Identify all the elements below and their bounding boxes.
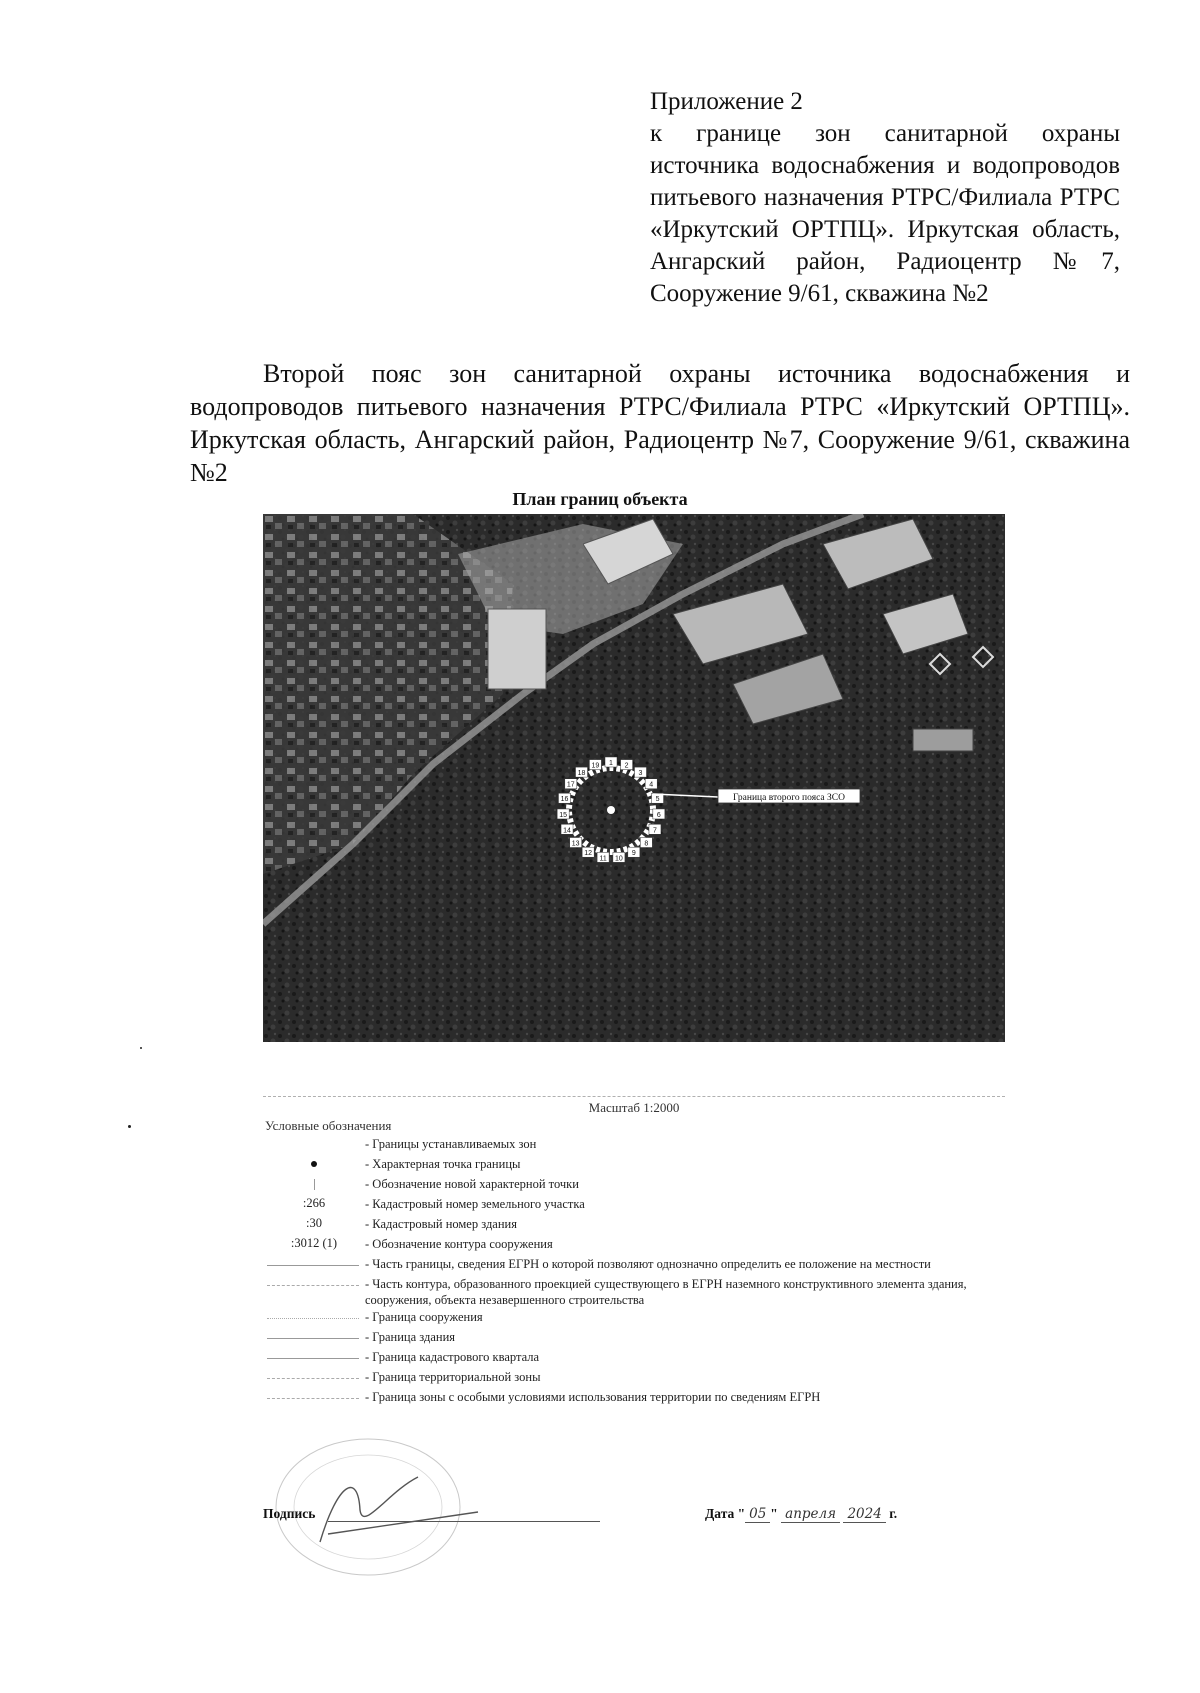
point-label: 14: [563, 827, 571, 835]
date-field: [705, 1506, 897, 1522]
scan-speck: [140, 1047, 142, 1049]
point-label: 19: [591, 762, 600, 770]
legend-item: [263, 1309, 1003, 1328]
legend-item: [263, 1216, 1003, 1235]
legend-item: [263, 1256, 1003, 1275]
legend-text: - Граница зоны с особыми условиями использования территории по сведениям ЕГРН: [365, 1390, 821, 1404]
aerial-map: [263, 514, 1005, 1042]
point-label: 17: [566, 781, 575, 789]
point-label: 3: [638, 770, 643, 778]
legend-symbol: [263, 1369, 365, 1386]
legend-symbol: [263, 1389, 365, 1406]
point-label: 18: [577, 770, 586, 778]
legend-text: - Граница здания: [365, 1330, 456, 1344]
legend-text: - Обозначение контура сооружения: [365, 1237, 553, 1251]
date-mid: ": [770, 1506, 778, 1521]
legend-text: - Кадастровый номер здания: [365, 1217, 517, 1231]
point-label: 10: [615, 855, 623, 863]
legend-symbol: [263, 1349, 365, 1366]
point-label: 8: [644, 840, 649, 848]
legend-text: - Часть контура, образованного проекцией существующего в ЕГРН наземного конструктивного элемента здания, сооружения, объекта незавершенного строительства: [365, 1277, 967, 1307]
stamp-seal: [268, 1422, 488, 1582]
legend-symbol: :266: [302, 1196, 326, 1210]
building: [913, 729, 973, 751]
well-point: [607, 806, 615, 814]
date-year: 2024: [843, 1506, 885, 1523]
date-month: апреля: [781, 1506, 840, 1523]
building: [488, 609, 546, 689]
legend-symbol: :30: [306, 1216, 322, 1230]
legend-symbol: [263, 1156, 365, 1173]
point-label: 15: [559, 811, 568, 819]
date-suffix: г.: [889, 1506, 898, 1521]
point-label: 9: [631, 850, 636, 858]
scale-divider: [263, 1096, 1005, 1097]
legend-item: [263, 1389, 1003, 1408]
legend-symbol: [263, 1176, 365, 1193]
legend-item: [263, 1176, 1003, 1195]
point-label: 11: [599, 855, 607, 863]
date-prefix: Дата ": [705, 1506, 746, 1521]
legend-symbol: :3012 (1): [290, 1236, 338, 1250]
map-canvas: [263, 514, 1005, 1042]
signature-label: Подпись: [263, 1506, 316, 1521]
appendix-body: к границе зон санитарной охраны источника водоснабжения и водопроводов питьевого назначения РТРС/Филиала РТРС «Иркутский ОРТПЦ». Иркутская область, Ангарский район, Радиоцентр №7, Сооружение 9/61, скважина №2: [650, 120, 1120, 307]
point-label: 13: [571, 840, 580, 848]
legend-title: Условные обозначения: [265, 1118, 392, 1133]
legend-item: [263, 1329, 1003, 1348]
signature-line: [328, 1521, 600, 1522]
point-label: 6: [656, 811, 661, 819]
legend-symbol: [263, 1136, 365, 1153]
date-day: 05: [745, 1506, 770, 1523]
legend-text: - Граница кадастрового квартала: [365, 1350, 540, 1364]
legend: [263, 1136, 1003, 1409]
legend-item: [263, 1156, 1003, 1175]
map-scale: Масштаб 1:2000: [588, 1100, 680, 1115]
legend-symbol: [263, 1276, 365, 1293]
legend-text: - Граница сооружения: [365, 1310, 483, 1324]
legend-text: - Границы устанавливаемых зон: [365, 1137, 537, 1151]
legend-symbol: [263, 1309, 365, 1326]
scan-speck: [128, 1125, 131, 1128]
legend-text: - Кадастровый номер земельного участка: [365, 1197, 585, 1211]
appendix-title: Приложение 2: [650, 88, 803, 115]
point-label: 5: [655, 796, 660, 804]
appendix-block: [650, 86, 1120, 310]
point-label: 1: [609, 760, 613, 767]
point-label: 7: [653, 827, 657, 835]
point-label: 4: [649, 781, 654, 789]
point-label: 16: [560, 796, 569, 804]
legend-text: - Граница территориальной зоны: [365, 1370, 541, 1384]
legend-text: - Характерная точка границы: [365, 1157, 521, 1171]
point-label: 2: [624, 762, 629, 770]
legend-text: - Часть границы, сведения ЕГРН о которой позволяют однозначно определить ее положение на местности: [365, 1257, 931, 1271]
legend-item: [263, 1136, 1003, 1155]
point-label: 12: [584, 850, 593, 858]
legend-symbol: [263, 1329, 365, 1346]
legend-item: [263, 1236, 1003, 1255]
legend-text: - Обозначение новой характерной точки: [365, 1177, 579, 1191]
legend-item: [263, 1369, 1003, 1388]
legend-symbol: [263, 1256, 365, 1273]
document-heading: Второй пояс зон санитарной охраны источника водоснабжения и водопроводов питьевого назначения РТРС/Филиала РТРС «Иркутский ОРТПЦ». Иркутская область, Ангарский район, Радиоцентр №7, Сооружение 9/61, скважина №2: [190, 359, 1130, 487]
legend-item: [263, 1276, 1003, 1308]
plan-title: План границ объекта: [512, 489, 688, 509]
legend-item: [263, 1349, 1003, 1368]
handwritten-signature: [320, 1477, 478, 1542]
zone-label: Граница второго пояса ЗСО: [733, 793, 845, 803]
legend-item: [263, 1196, 1003, 1215]
